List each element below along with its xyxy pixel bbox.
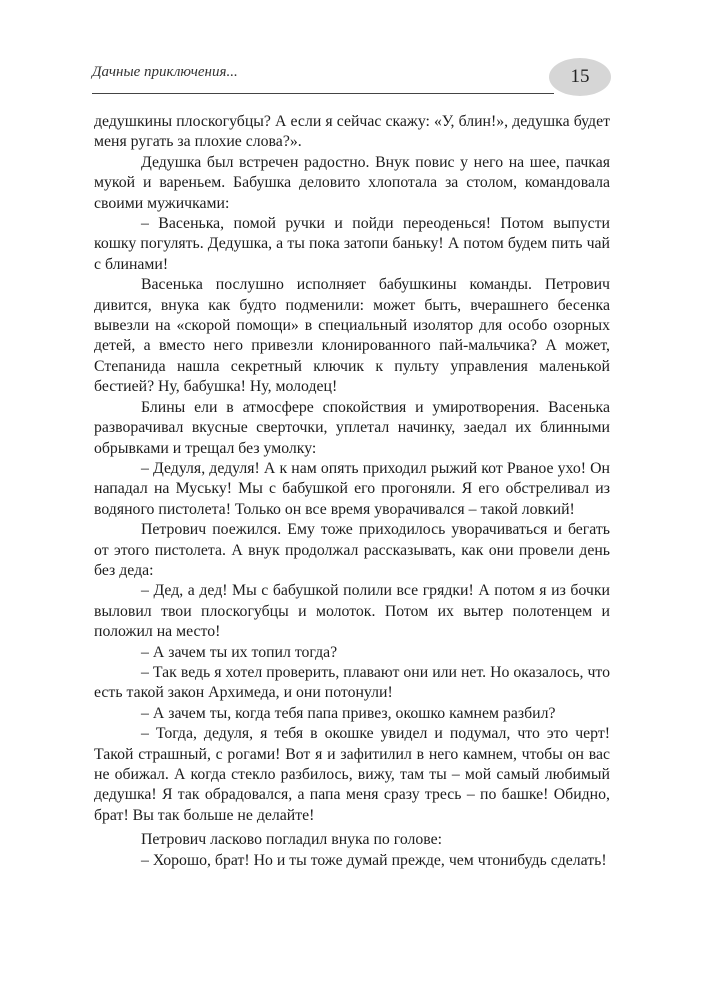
page-number-badge xyxy=(549,58,611,96)
page-number: 15 xyxy=(570,66,590,87)
paragraph: – Дедуля, дедуля! А к нам опять приходил рыжий кот Рваное ухо! Он нападал на Муську! Мы с бабушкой его прогоняли. Я его обстреливал из водяного пистолета! Только он все время уворачивался – такой ловкий! xyxy=(94,459,610,518)
paragraph: Блины ели в атмосфере спокойствия и умиротворения. Васенька разворачивал вкусные сверточки, уплетал начинку, заедал их блинными обрывками и трещал без умолку: xyxy=(94,398,610,457)
running-title: Дачные приключения... xyxy=(92,64,238,80)
paragraph: Петрович поежился. Ему тоже приходилось уворачиваться и бегать от этого пистолета. А внук продолжал рассказывать, как они провели день без деда: xyxy=(94,521,610,579)
paragraph: Дедушка был встречен радостно. Внук повис у него на шее, пачкая мукой и вареньем. Бабушка деловито хлопотала за столом, командовала своими мужичками: xyxy=(94,153,610,212)
header-rule xyxy=(92,93,554,94)
paragraph: – Дед, а дед! Мы с бабушкой полили все грядки! А потом я из бочки выловил твои плоскогубцы и молоток. Потом их вытер полотенцем и положил на место! xyxy=(94,582,610,641)
body-text xyxy=(94,112,610,871)
paragraph: Петрович ласково погладил внука по голове: xyxy=(141,831,443,849)
paragraph: – А зачем ты их топил тогда? xyxy=(141,643,338,661)
paragraph: Васенька послушно исполняет бабушкины команды. Петрович дивится, внука как будто подменили: может быть, вчерашнего бесенка вывезли на «скорой помощи» в специальный изолятор для особо озорных детей, а вместо него привезли клонированного пай-мальчика? А может, Степанида нашла секретный ключик к пульту управления маленькой бестией? Ну, бабушка! Ну, молодец! xyxy=(94,276,610,396)
paragraph: дедушкины плоскогубцы? А если я сейчас скажу: «У, блин!», дедушка будет меня ругать за плохие слова?». xyxy=(94,113,610,151)
paragraph: – А зачем ты, когда тебя папа привез, окошко камнем разбил? xyxy=(141,704,556,722)
paragraph: – Хорошо, брат! Но и ты тоже думай прежде, чем чтонибудь сделать! xyxy=(141,851,607,869)
paragraph: – Тогда, дедуля, я тебя в окошке увидел и подумал, что это черт! Такой страшный, с рогами! Вот я и зафитилил в него камнем, чтобы он вас не обижал. А когда стекло разбилось, вижу, там ты – мой самый любимый дедушка! Я так обрадовался, а папа меня сразу тресь – по башке! Обидно, брат! Вы так больше не делайте! xyxy=(94,725,610,824)
paragraph: – Васенька, помой ручки и пойди переоденься! Потом выпусти кошку погулять. Дедушка, а ты пока затопи баньку! А потом будем пить чай с блинами! xyxy=(94,215,610,273)
paragraph: – Так ведь я хотел проверить, плавают они или нет. Но оказалось, что есть такой закон Архимеда, и они потонули! xyxy=(94,663,610,702)
